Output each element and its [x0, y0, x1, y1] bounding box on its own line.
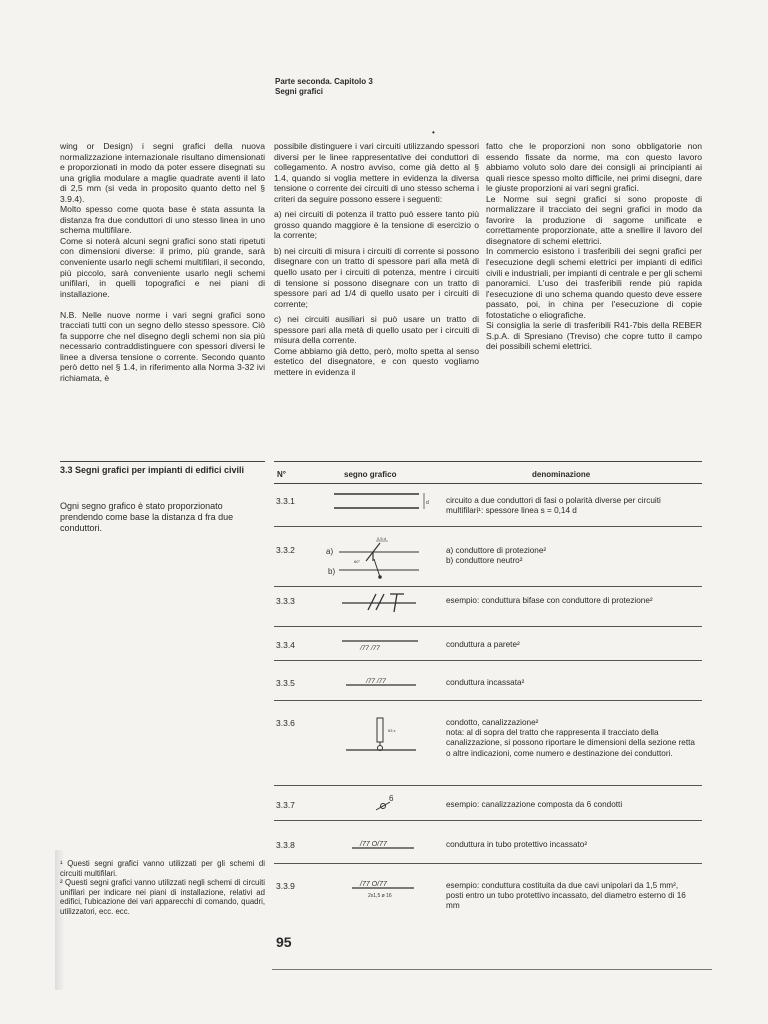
row-description: circuito a due conduttori di fasi o polarità diverse per circuiti multifilari¹: spessore linea s = 0,14 d: [446, 496, 661, 516]
paragraph: c) nei circuiti ausiliari si può usare un tratto di spessore pari alla metà di quello usato per i circuiti di misura della corrente.: [274, 314, 479, 346]
row-number: 3.3.7: [276, 800, 295, 810]
paragraph: a) nei circuiti di potenza il tratto può essere tanto più grosso quando maggiore è la tensione di esercizio o la corrente;: [274, 209, 479, 241]
dim-d-label: d: [426, 500, 429, 506]
stray-dot: •: [432, 128, 435, 137]
text-column-3: [486, 141, 702, 352]
col-header-num: N°: [277, 470, 286, 479]
row-divider: [274, 863, 702, 864]
paragraph: N.B. Nelle nuove norme i vari segni grafici sono tracciati tutti con un segno dello stesso spessore. Ciò fa supporre che nel disegno degli schemi non sia più necessario contraddistinguere con spessori diversi le linee a diversa tensione o corrente. Secondo quanto però detto nel § 1.4, in riferimento alla Norma 3-32 ivi richiamata, è: [60, 309, 265, 383]
paragraph: Si consiglia la serie di trasferibili R41-7bis della REBER S.p.A. di Spresiano (Treviso) che copre tutto il campo dei possibili schemi elettrici.: [486, 320, 702, 352]
paragraph: In commercio esistono i trasferibili dei segni grafici per l'esecuzione degli schemi elettrici per impianti di edifici civili e industriali, per impianti di centrale e per gli schemi panoramici. L'uso dei trasferibili rende più rapida l'esecuzione di uno schema quando questo deve essere passato, poi, in china per l'esecuzione di copie fotostatiche o eliografiche.: [486, 246, 702, 320]
section-body: Ogni segno grafico è stato proporzionato prendendo come base la distanza d fra due conduttori.: [60, 501, 234, 533]
row-divider: [274, 626, 702, 627]
paragraph: possibile distinguere i vari circuiti utilizzando spessori diversi per le linee rappresentative dei conduttori di collegamento. A nostro avviso, come già detto al § 1.4, quando si voglia mettere in evidenza la diversa tensione o corrente dei circuiti di uno stesso schema i criteri da seguire possono essere i seguenti:: [274, 141, 479, 204]
row-description: condotto, canalizzazione² nota: al di sopra del tratto che rappresenta il tracciato della canalizzazione, si possono riportare le dimensioni della sezione retta o altre indicazioni, come numero e destinazione dei conduttori.: [446, 718, 695, 758]
row-number: 3.3.8: [276, 840, 295, 850]
paragraph: Come si noterà alcuni segni grafici sono stati ripetuti con dimensioni diverse: il primo, più grande, sarà conveniente usarlo negli schemi multifilari, il secondo, più piccolo, sarà conveniente usarlo negli schemi unifilari, in quelli topografici e nei piani di installazione.: [60, 235, 265, 299]
paragraph: Le Norme sui segni grafici si sono proposte di normalizzare il tracciato dei segni grafici in modo da favorire la produzione di sagome unificate e correttamente proporzionate, atte a snellire il lavoro del disegnatore di schemi elettrici.: [486, 193, 702, 246]
text-column-1: [60, 141, 265, 384]
wall-conduit-symbol: [324, 632, 434, 656]
running-header: [275, 77, 373, 97]
paragraph: b) nei circuiti di misura i circuiti di corrente si possono disegnare con un tratto di spessore pari alla metà di quello usato per i circuiti di potenza, mentre i circuiti di tensione si possono disegnare con un tratto di spessore pari ad 1/4 di quello usato per i circuiti di corrente;: [274, 245, 479, 309]
label-a: a): [326, 547, 334, 556]
two-conductor-symbol: [324, 488, 434, 518]
col-header-symbol: segno grafico: [344, 470, 397, 479]
row-divider: [274, 700, 702, 701]
biphase-protection-symbol: [324, 588, 434, 618]
page-number: 95: [276, 934, 292, 950]
angle-label: 60°: [354, 559, 361, 564]
row-description: conduttura incassata²: [446, 678, 525, 687]
table-top-rule: [274, 461, 702, 462]
six-duct-symbol: [324, 792, 434, 820]
bottom-rule: [272, 969, 712, 970]
row-number: 3.3.3: [276, 596, 295, 606]
cable-hatch-label: /77 O/77: [360, 881, 387, 888]
row-number: 3.3.1: [276, 496, 295, 506]
tube-conduit-symbol: [324, 832, 434, 856]
row-description: esempio: conduttura bifase con conduttore di protezione²: [446, 596, 653, 605]
tube-hatch-label: /77 O/77: [360, 841, 387, 848]
row-description: esempio: canalizzazione composta da 6 condotti: [446, 800, 623, 809]
paragraph: wing or Design) i segni grafici della nuova normalizzazione internazionale risultano dimensionati e proporzionati in modo da poter essere disegnati su una griglia modulare a maglie quadrate aventi il lato di 2,5 mm (si veda in proposito quanto detto nel § 3.9.4).: [60, 141, 265, 204]
section-title: 3.3 Segni grafici per impianti di edifici civili: [60, 465, 245, 475]
row-description: esempio: conduttura costituita da due cavi unipolari da 1,5 mm², posti entro un tubo protettivo incassato, del diametro esterno di 16 mm: [446, 881, 686, 911]
cable-tube-symbol: [324, 873, 434, 907]
table-header-rule: [274, 483, 702, 484]
row-number: 3.3.9: [276, 881, 295, 891]
footnotes: [60, 859, 265, 917]
paragraph: Molto spesso come quota base è stata assunta la distanza fra due conduttori di uno stesso linea in uno schema multifilare.: [60, 204, 265, 236]
cable-sub-label: 2x1,5 ø 16: [368, 893, 392, 899]
row-divider: [274, 660, 702, 661]
header-chapter: Parte seconda. Capitolo 3: [275, 77, 373, 86]
duct-dim-label: 63 x: [388, 728, 396, 733]
recessed-conduit-symbol: [324, 670, 434, 694]
wall-hatch-label: /77 /77: [360, 645, 380, 652]
six-label: 6: [389, 794, 394, 803]
row-divider: [274, 820, 702, 821]
label-b: b): [328, 567, 336, 576]
protection-neutral-symbol: [324, 537, 434, 581]
text-column-2: [274, 141, 479, 377]
footnote-1: ¹ Questi segni grafici vanno utilizzati per gli schemi di circuiti multifilari.: [60, 859, 265, 878]
row-number: 3.3.6: [276, 718, 295, 728]
row-description: a) conduttore di protezione² b) conduttore neutro²: [446, 546, 547, 566]
row-description: conduttura in tubo protettivo incassato²: [446, 840, 588, 849]
duct-symbol: [324, 710, 434, 758]
row-number: 3.3.5: [276, 678, 295, 688]
row-number: 3.3.4: [276, 640, 295, 650]
paragraph: fatto che le proporzioni non sono obbligatorie non essendo fissate da norme, ma con questo lavoro abbiamo voluto solo dare dei consigli ai principianti ai quali riesce spesso molto difficile, nei primi disegni, dare le giuste proporzioni ai vari segni grafici.: [486, 141, 702, 194]
footnote-2: ² Questi segni grafici vanno utilizzati negli schemi di circuiti unifilari per indicare nei piani di installazione, relativi ad edifici, l'ubicazione dei vari apparecchi di comando, quadri, utilizzatori, ecc. ecc.: [60, 878, 265, 916]
col-header-name: denominazione: [532, 470, 591, 479]
row-divider: [274, 785, 702, 786]
row-divider: [274, 526, 702, 527]
dim-half-d-label: 0,5 d: [377, 537, 386, 541]
row-number: 3.3.2: [276, 545, 295, 555]
paragraph: Come abbiamo già detto, però, molto spetta al senso estetico del disegnatore, e con questo vogliamo mettere in evidenza il: [274, 345, 479, 377]
header-title: Segni grafici: [275, 87, 324, 96]
row-description: conduttura a parete²: [446, 640, 520, 649]
recessed-hatch-label: /77 /77: [366, 678, 386, 685]
section-rule: [60, 461, 265, 462]
row-divider: [274, 586, 702, 587]
